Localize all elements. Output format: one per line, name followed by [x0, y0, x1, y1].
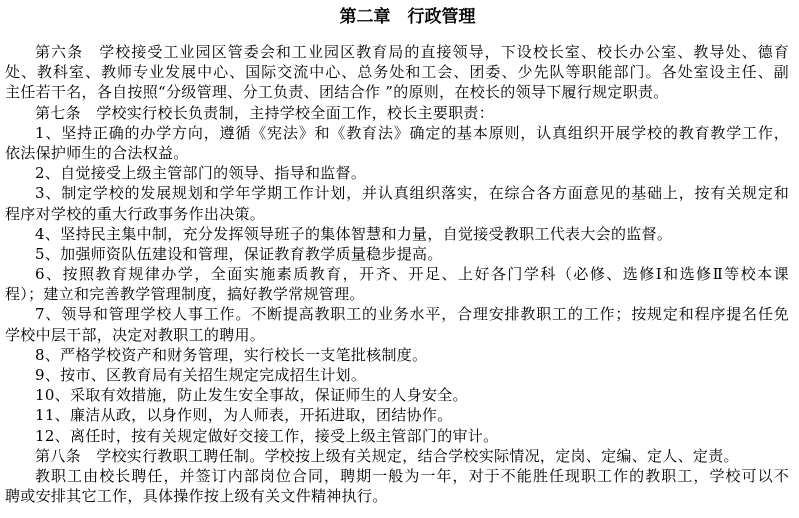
duty-item-7 — [5, 304, 789, 344]
text-line: 7、领导和管理学校人事工作。不断提高教职工的业务水平，合理安排教职工的工作；按规定和程序提名任免 — [35, 305, 789, 324]
text-line: 第七条 学校实行校长负责制，主持学校全面工作，校长主要职责： — [35, 103, 495, 122]
text-line: 主任若干名，各自按照“分级管理、分工负责、团结合作 ”的原则，在校长的领导下履行规定职责。 — [5, 83, 669, 102]
text-line: 5、加强师资队伍建设和管理，保证教育教学质量稳步提高。 — [35, 244, 443, 263]
text-line: 教职工由校长聘任，并签订内部岗位合同，聘期一般为一年，对于不能胜任现职工作的教职工，学校可以不 — [35, 466, 789, 485]
text-line: 程序对学校的重大行政事务作出决策。 — [5, 204, 266, 223]
duty-item-8 — [5, 345, 789, 365]
article-7 — [5, 103, 789, 123]
text-line: 9、按市、区教育局有关招生规定完成招生计划。 — [35, 366, 367, 384]
duty-item-2 — [5, 163, 789, 183]
document-body — [5, 42, 789, 506]
text-line: 12、离任时，按有关规定做好交接工作，接受上级主管部门的审计。 — [35, 426, 499, 445]
duty-item-5 — [5, 244, 789, 264]
text-line: 4、坚持民主集中制，充分发挥领导班子的集体智慧和力量，自觉接受教职工代表大会的监督。 — [35, 224, 673, 243]
text-line: 8、严格学校资产和财务管理，实行校长一支笔批核制度。 — [35, 345, 428, 364]
text-line: 第八条 学校实行教职工聘任制。学校按上级有关规定，结合学校实际情况，定岗、定编、定人、定责。 — [35, 446, 739, 465]
article-8-detail — [5, 466, 789, 506]
article-8 — [5, 446, 789, 466]
text-line: 学校中层干部，决定对教职工的聘用。 — [5, 325, 266, 344]
article-6 — [5, 42, 789, 103]
text-line: 第六条 学校接受工业园区管委会和工业园区教育局的直接领导，下设校长室、校长办公室、教导处、德育 — [35, 43, 789, 61]
text-line: 10、采取有效措施，防止发生安全事故，保证师生的人身安全。 — [35, 386, 468, 405]
text-line: 处、教科室、教师专业发展中心、国际交流中心、总务处和工会、团委、少先队等职能部门。各处室设主任、副 — [5, 63, 789, 82]
duty-item-9 — [5, 365, 789, 385]
text-line: 3、制定学校的发展规划和学年学期工作计划，并认真组织落实，在综合各方面意见的基础上，按有关规定和 — [35, 184, 789, 203]
duty-item-4 — [5, 224, 789, 244]
duty-item-10 — [5, 385, 789, 405]
duty-item-3 — [5, 183, 789, 223]
text-line: 11、廉洁从政，以身作则，为人师表，开拓进取，团结协作。 — [35, 406, 453, 425]
text-line: 聘或安排其它工作，具体操作按上级有关文件精神执行。 — [5, 487, 388, 506]
text-line: 依法保护师生的合法权益。 — [5, 143, 189, 162]
text-line: 1、坚持正确的办学方向，遵循《宪法》和《教育法》确定的基本原则，认真组织开展学校的教育教学工作， — [35, 123, 789, 142]
duty-item-12 — [5, 426, 789, 446]
duty-item-11 — [5, 405, 789, 425]
duty-item-6 — [5, 264, 789, 304]
chapter-title: 第二章 行政管理 — [339, 7, 476, 27]
duty-item-1 — [5, 123, 789, 163]
text-line: 6、按照教育规律办学，全面实施素质教育，开齐、开足、上好各门学科（必修、选修Ⅰ和选修Ⅱ等校本课 — [35, 265, 789, 284]
text-line: 2、自觉接受上级主管部门的领导、指导和监督。 — [35, 164, 367, 183]
text-line: 程）；建立和完善教学管理制度，搞好教学常规管理。 — [5, 285, 365, 304]
